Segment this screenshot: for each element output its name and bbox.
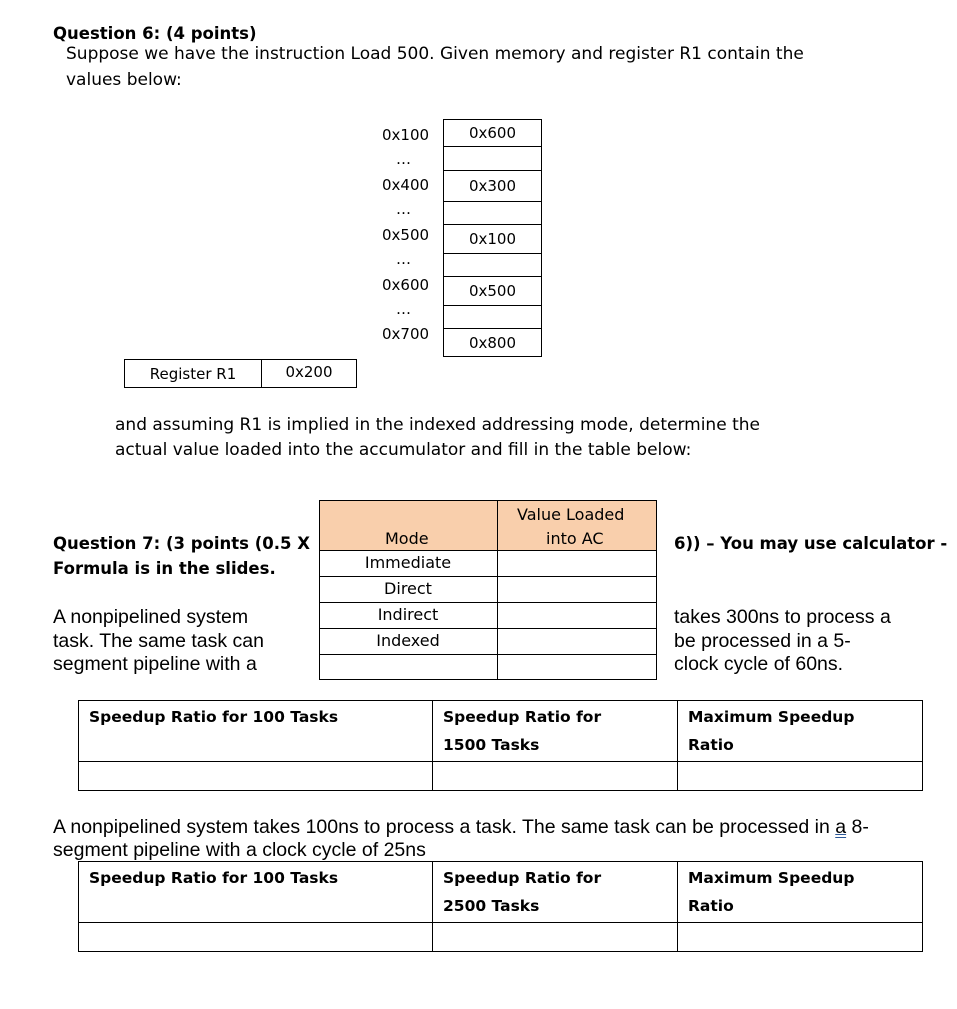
- mem-cell: 0x600: [443, 119, 542, 147]
- value-direct-input[interactable]: [498, 579, 656, 601]
- register-r1-label: Register R1: [124, 359, 262, 388]
- q6-title: Question 6: (4 points): [53, 24, 257, 43]
- mode-indexed: Indexed: [376, 631, 440, 650]
- q7-p2-line1: A nonpipelined system takes 100ns to process a task. The same task can be processed in a 8-: [53, 816, 869, 838]
- mem-cell: 0x500: [443, 276, 542, 306]
- mode-row-line: [319, 654, 657, 655]
- q6-line1: Suppose we have the instruction Load 500. Given memory and register R1 contain the: [66, 44, 804, 64]
- mode-indirect: Indirect: [377, 605, 439, 624]
- mem-cell: [443, 305, 542, 329]
- mode-direct: Direct: [384, 579, 432, 598]
- value-immediate-input[interactable]: [498, 553, 656, 575]
- t2-col3-header: Maximum Speedup Ratio: [678, 862, 923, 923]
- t1-col1-header: Speedup Ratio for 100 Tasks: [79, 701, 433, 762]
- q6-line2: values below:: [66, 70, 182, 90]
- mode-header: Mode: [385, 529, 429, 548]
- q7-p1-right-1: takes 300ns to process a: [674, 606, 891, 628]
- speedup-table-2: [78, 861, 923, 952]
- value-indexed-input[interactable]: [498, 631, 656, 653]
- t2-answer-max-speedup[interactable]: [678, 923, 923, 952]
- mem-address-ellipsis: …: [396, 300, 411, 318]
- t2-answer-2500-tasks[interactable]: [433, 923, 678, 952]
- q7-p1-left-2: task. The same task can: [53, 630, 264, 652]
- mode-row-line: [319, 576, 657, 577]
- q6-after-line1: and assuming R1 is implied in the indexed addressing mode, determine the: [115, 415, 760, 435]
- mem-address: 0x400: [382, 176, 430, 194]
- t2-col1-header: Speedup Ratio for 100 Tasks: [79, 862, 433, 923]
- mode-immediate: Immediate: [364, 553, 452, 572]
- q7-p1-right-2: be processed in a 5-: [674, 630, 851, 652]
- q7-p1-left-1: A nonpipelined system: [53, 606, 249, 628]
- mem-address: 0x100: [382, 126, 430, 144]
- value-header-line1: Value Loaded: [517, 505, 625, 524]
- value-header-line2: into AC: [546, 529, 604, 548]
- q7-p1-right-3: clock cycle of 60ns.: [674, 653, 844, 675]
- mem-address-ellipsis: …: [396, 150, 411, 168]
- t1-answer-100-tasks[interactable]: [79, 762, 433, 791]
- register-r1-value: 0x200: [261, 359, 357, 388]
- mem-address: 0x700: [382, 325, 430, 343]
- speedup-table-1: [78, 700, 923, 791]
- mode-row-line: [319, 628, 657, 629]
- t2-answer-100-tasks[interactable]: [79, 923, 433, 952]
- mem-cell: 0x100: [443, 224, 542, 254]
- mem-cell: 0x300: [443, 170, 542, 202]
- mem-address-ellipsis: …: [396, 250, 411, 268]
- t1-answer-max-speedup[interactable]: [678, 762, 923, 791]
- mem-cell: [443, 201, 542, 225]
- q7-p1-left-3: segment pipeline with a: [53, 653, 257, 675]
- q7-title-right: 6)) – You may use calculator -: [674, 534, 948, 553]
- mem-cell: [443, 253, 542, 277]
- q6-after-line2: actual value loaded into the accumulator and fill in the table below:: [115, 440, 692, 460]
- mem-address: 0x600: [382, 276, 430, 294]
- t1-answer-1500-tasks[interactable]: [433, 762, 678, 791]
- q7-title-left: Question 7: (3 points (0.5 X: [53, 534, 310, 553]
- value-indirect-input[interactable]: [498, 605, 656, 627]
- t1-col2-header: Speedup Ratio for 1500 Tasks: [433, 701, 678, 762]
- t2-col2-header: Speedup Ratio for 2500 Tasks: [433, 862, 678, 923]
- q7-p2-line2: segment pipeline with a clock cycle of 25ns: [53, 839, 426, 861]
- q7-formula-note: Formula is in the slides.: [53, 559, 276, 578]
- mem-address: 0x500: [382, 226, 430, 244]
- t1-col3-header: Maximum Speedup Ratio: [678, 701, 923, 762]
- mode-row-line: [319, 602, 657, 603]
- mem-cell: [443, 146, 542, 171]
- mem-cell: 0x800: [443, 328, 542, 357]
- mem-address-ellipsis: …: [396, 200, 411, 218]
